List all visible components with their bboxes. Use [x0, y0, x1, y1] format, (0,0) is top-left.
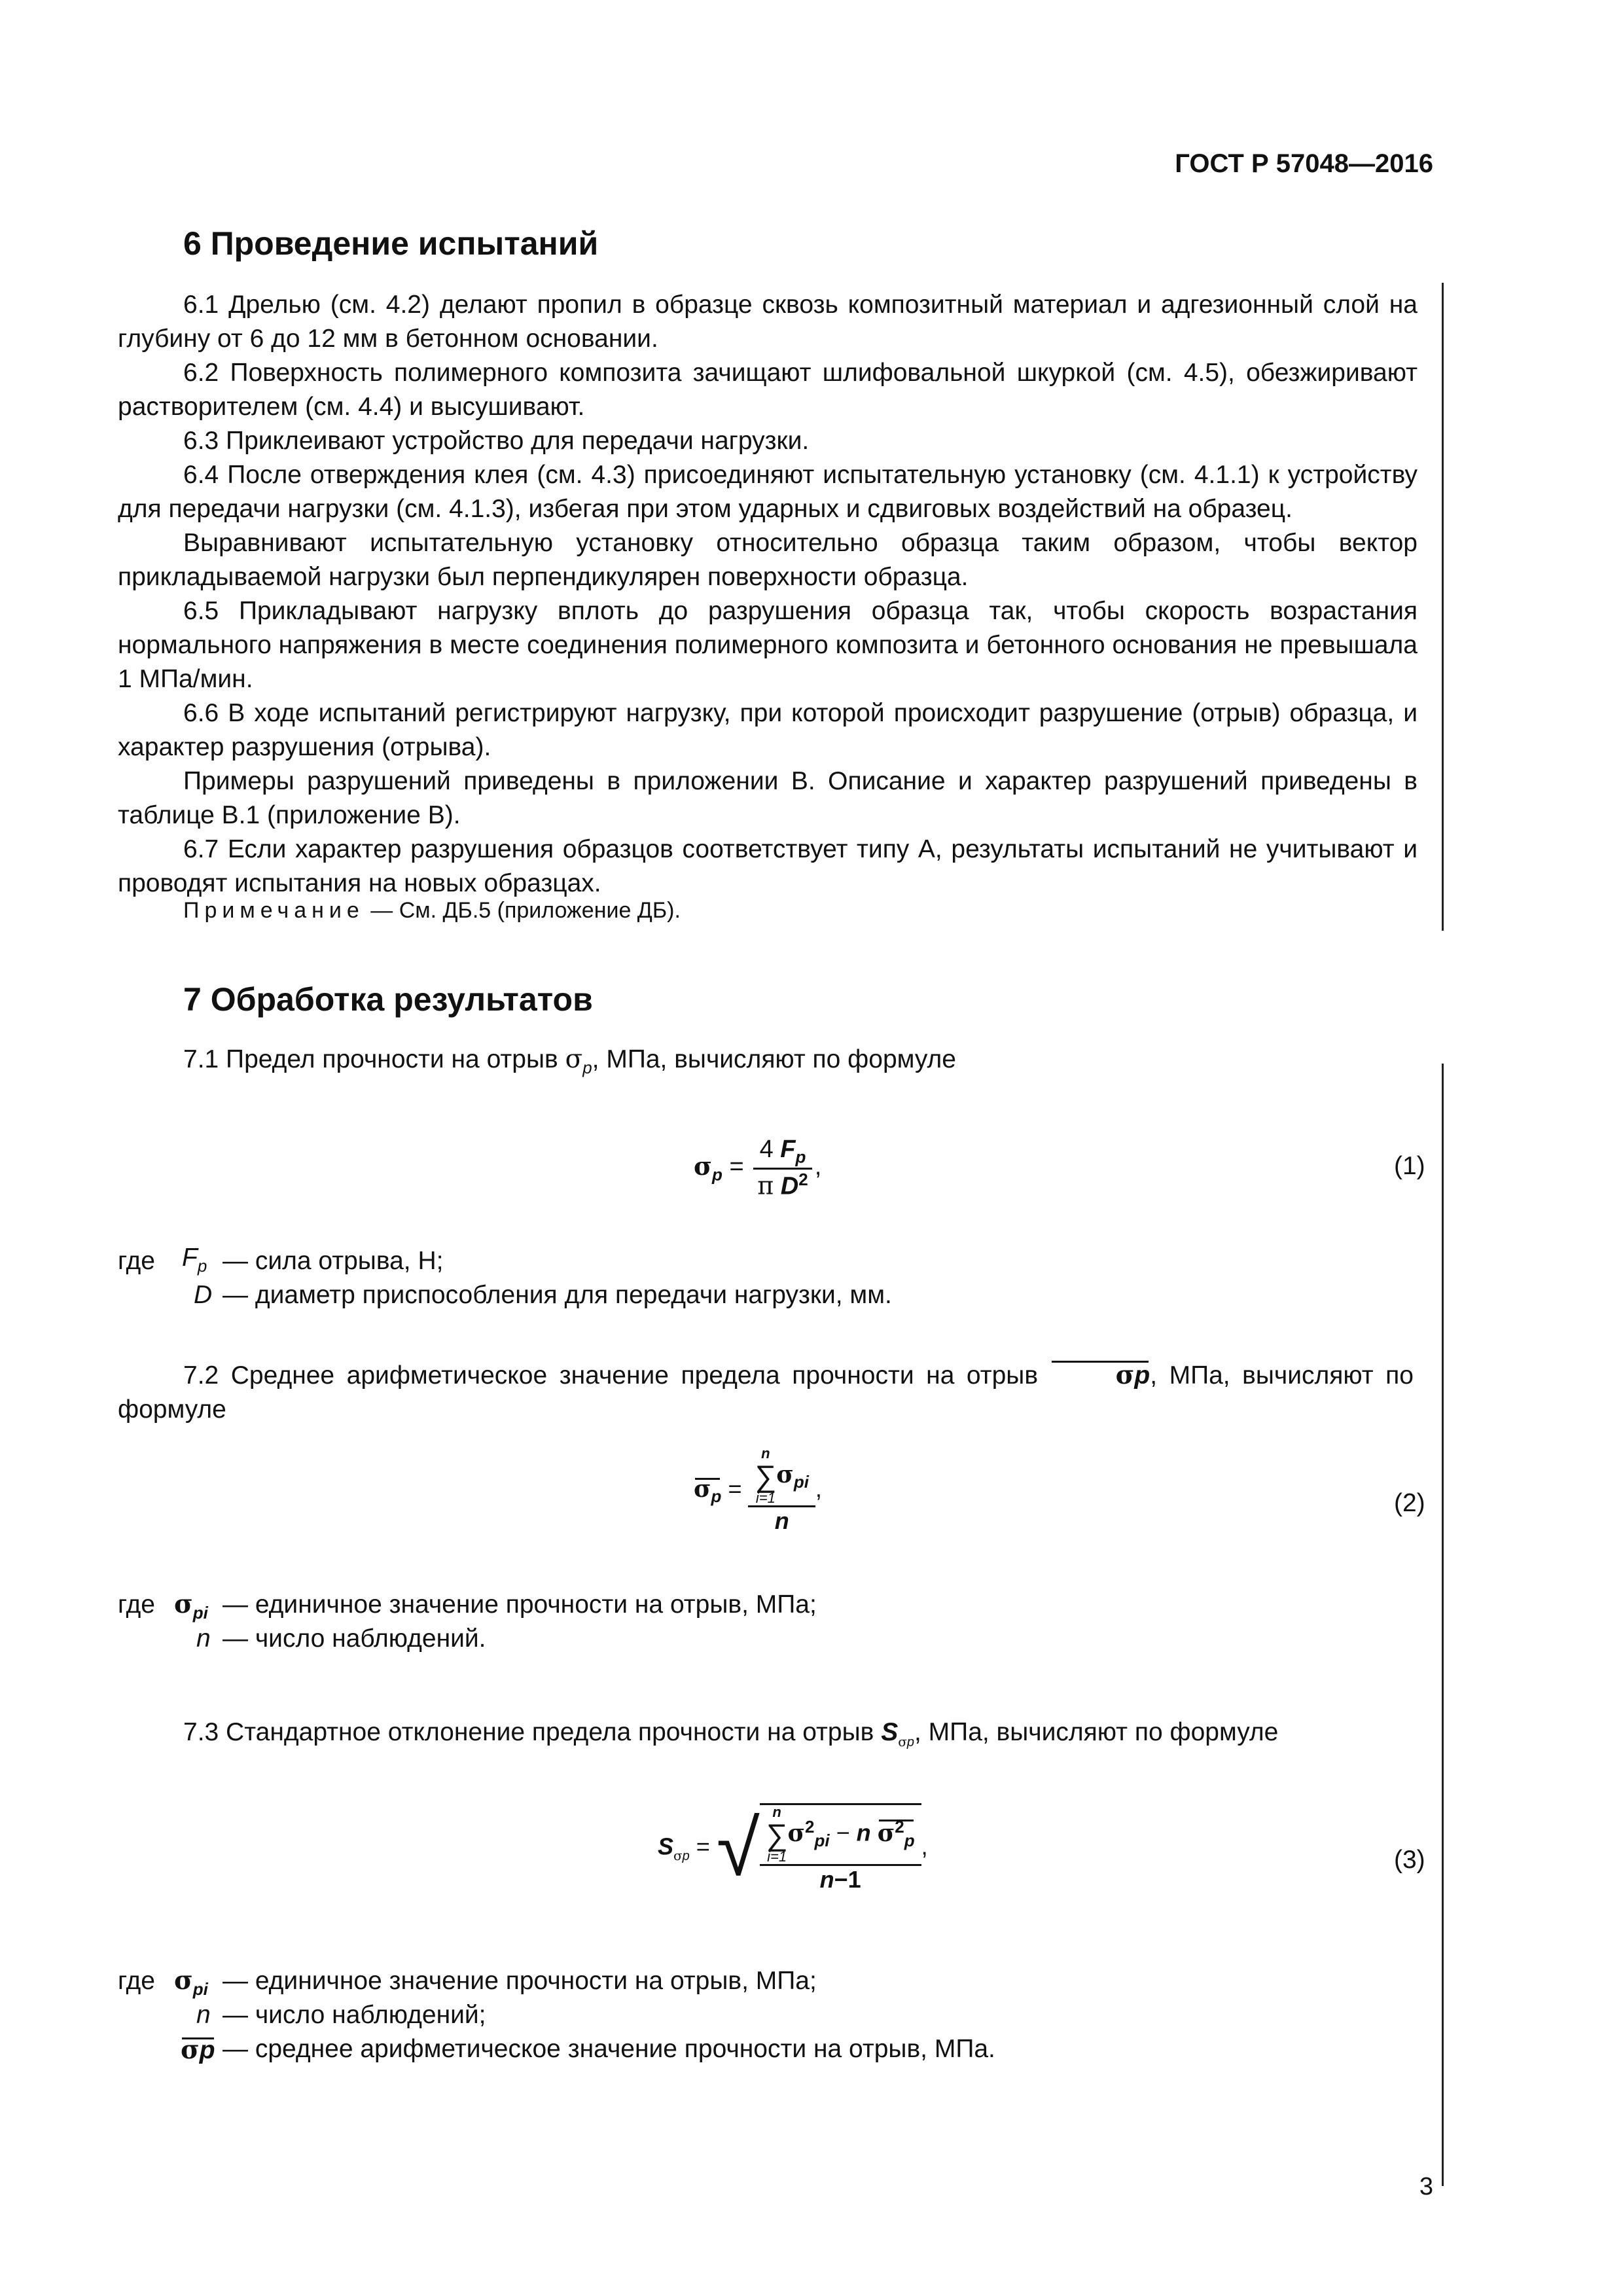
section-6-body [118, 288, 1418, 901]
paragraph-6-3: 6.3 Приклеивают устройство для передачи нагрузки. [183, 427, 810, 455]
page-number: 3 [1419, 2173, 1433, 2200]
equation-number-3: (3) [1394, 1846, 1425, 1874]
paragraph-6-5: 6.5 Прикладывают нагрузку вплоть до разрушения образца так, чтобы скорость возрастания нормального напряжения в месте соединения полимерного композита и бетонного основания не превышала 1 МПа/мин. [118, 597, 1418, 693]
symbol-sigma-mean: σp [181, 2035, 215, 2065]
definition-sigma-mean: — среднее арифметическое значение прочности на отрыв, МПа. [223, 2035, 995, 2063]
paragraph-7-1: 7.1 Предел прочности на отрыв $\sigma_p$, МПа, вычисляют по формуле [183, 1045, 956, 1077]
paragraph-6-4-cont: Выравнивают испытательную установку относительно образца таким образом, чтобы вектор прикладываемой нагрузки был перпендикулярен поверхности образца. [118, 529, 1418, 591]
section-6-title: 6 Проведение испытаний [183, 225, 599, 262]
definition-sigma-pi-2: — единичное значение прочности на отрыв, МПа; [223, 1967, 817, 1995]
revision-bar [1442, 283, 1444, 931]
revision-bar-2 [1442, 1064, 1444, 2186]
paragraph-6-6-cont: Примеры разрушений приведены в приложении В. Описание и характер разрушений приведены в таблице В.1 (приложение В). [118, 767, 1418, 829]
note-text: — См. ДБ.5 (приложение ДБ). [364, 898, 681, 923]
document-code: ГОСТ Р 57048—2016 [1175, 149, 1433, 178]
definition-sigma-pi: — единичное значение прочности на отрыв, МПа; [223, 1590, 817, 1619]
symbol-n-2: n [196, 2001, 211, 2029]
paragraph-6-4: 6.4 После отверждения клея (см. 4.3) присоединяют испытательную установку (см. 4.1.1) к устройству для передачи нагрузки (см. 4.1.3), избегая при этом ударных и сдвиговых воздействий на образец. [118, 461, 1418, 523]
paragraph-7-3: 7.3 Стандартное отклонение предела прочности на отрыв $S_{\sigma p}$, МПа, вычисляют по формуле [183, 1718, 1279, 1749]
where-label-1: где [118, 1247, 155, 1275]
paragraph-6-7: 6.7 Если характер разрушения образцов соответствует типу А, результаты испытаний не учитывают и проводят испытания на новых образцах. [118, 835, 1418, 897]
where-label-2: где [118, 1590, 155, 1619]
equation-number-1: (1) [1394, 1152, 1425, 1180]
paragraph-6-2: 6.2 Поверхность полимерного композита зачищают шлифовальной шкуркой (см. 4.5), обезжиривают растворителем (см. 4.4) и высушивают. [118, 359, 1418, 421]
symbol-n: n [196, 1624, 211, 1653]
note-label: Примечание [183, 898, 365, 923]
where-label-3: где [118, 1967, 155, 1995]
definition-n-2: — число наблюдений; [223, 2001, 486, 2029]
note [183, 898, 681, 924]
symbol-D: D [194, 1281, 213, 1309]
paragraph-7-2: 7.2 Среднее арифметическое значение предела прочности на отрыв σp, МПа, вычисляют по формуле [118, 1358, 1414, 1427]
section-7-title: 7 Обработка результатов [183, 981, 593, 1018]
formula-2: $\sigma_p$ = n ∑ i=1 $\sigma_{pi}$ n , [694, 1445, 822, 1534]
symbol-sigma-pi-2: $\sigma_{pi}$ [174, 1965, 208, 1999]
equation-number-2: (2) [1394, 1489, 1425, 1517]
symbol-sigma-pi: $\sigma_{pi}$ [174, 1589, 208, 1623]
definition-n: — число наблюдений. [223, 1624, 486, 1653]
paragraph-6-6: 6.6 В ходе испытаний регистрируют нагрузку, при которой происходит разрушение (отрыв) образца, и характер разрушения (отрыва). [118, 699, 1418, 761]
formula-3: $S_{\sigma p}$ = √ n ∑ i=1 $\sigma^2_{pi} - n$ $\sigma^2_p$ n−1 , [658, 1804, 928, 1893]
definition-Fp: — сила отрыва, Н; [223, 1247, 444, 1275]
formula-1: $\sigma_p$ = $\frac{4 F_p}{\pi D^2}$ , [694, 1136, 822, 1200]
paragraph-6-1: 6.1 Дрелью (см. 4.2) делают пропил в образце сквозь композитный материал и адгезионный слой на глубину от 6 до 12 мм в бетонном основании. [118, 291, 1418, 353]
symbol-Fp: $F_p$ [182, 1244, 207, 1276]
definition-D: — диаметр приспособления для передачи нагрузки, мм. [223, 1281, 892, 1309]
